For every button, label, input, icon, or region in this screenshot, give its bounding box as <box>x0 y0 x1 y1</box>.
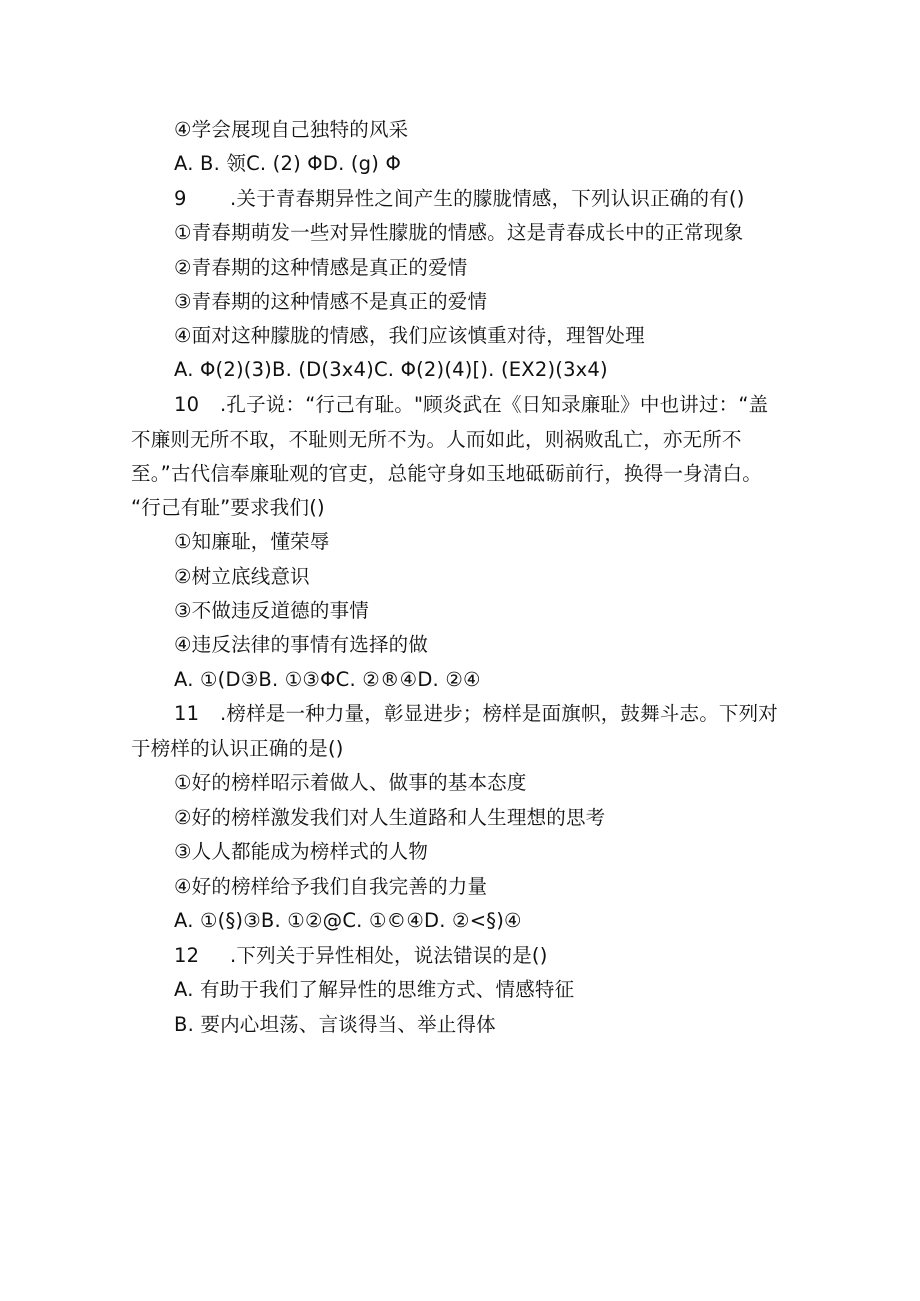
question-number: 9 <box>174 187 187 210</box>
option-line-3: ③人人都能成为榜样式的人物 <box>174 840 429 863</box>
question-text-continued: 至。”古代信奉廉耻观的官吏，总能守身如玉地砥砺前行，换得一身清白。 <box>131 462 762 485</box>
question-number: 12 <box>174 944 200 967</box>
option-line-1: ①青春期萌发一些对异性朦胧的情感。这是青春成长中的正常现象 <box>174 221 744 244</box>
answer-choices-q9: A. Φ(2)(3)B. (D(3ⅹ4)C. Φ(2)(4)[). (EX2)(3ⅹ4) <box>174 358 608 381</box>
question-11 <box>174 702 778 726</box>
option-line-2: ②青春期的这种情感是真正的爱情 <box>174 256 468 279</box>
option-line-3: ③青春期的这种情感不是真正的爱情 <box>174 290 488 313</box>
option-line-2: ②树立底线意识 <box>174 565 310 588</box>
option-line-2: ②好的榜样激发我们对人生道路和人生理想的思考 <box>174 806 606 829</box>
answer-option-a: A. 有助于我们了解异性的思维方式、情感特征 <box>174 978 575 1001</box>
option-line-4: ④违反法律的事情有选择的做 <box>174 633 429 656</box>
question-text: .下列关于异性相处，说法错误的是() <box>230 944 548 967</box>
answer-choices-q8: A. B. 领C. (2) ΦD. (g) Φ <box>174 152 402 175</box>
question-text: .关于青春期异性之间产生的朦胧情感，下列认识正确的有() <box>230 187 745 210</box>
option-line-1: ①知廉耻，懂荣辱 <box>174 530 330 553</box>
option-line-1: ①好的榜样昭示着做人、做事的基本态度 <box>174 771 527 794</box>
option-line-4: ④好的榜样给予我们自我完善的力量 <box>174 875 488 898</box>
answer-choices-q11: A. ①(§)③B. ①②@C. ①©④D. ②<§)④ <box>174 909 522 932</box>
question-text-continued: 于榜样的认识正确的是() <box>131 737 344 760</box>
option-line-4: ④学会展现自己独特的风采 <box>174 118 409 141</box>
question-text-continued: “行己有耻”要求我们() <box>131 496 325 519</box>
question-text-continued: 不廉则无所不取，不耻则无所不为。人而如此，则祸败乱亡，亦无所不 <box>131 428 742 451</box>
option-line-4: ④面对这种朦胧的情感，我们应该慎重对待，理智处理 <box>174 324 645 347</box>
option-line-3: ③不做违反道德的事情 <box>174 599 369 622</box>
question-9 <box>174 187 745 211</box>
question-10 <box>174 393 768 417</box>
answer-choices-q10: A. ①(D③B. ①③ΦC. ②®④D. ②④ <box>174 668 481 691</box>
question-number: 10 <box>174 393 200 416</box>
question-text: .榜样是一种力量，彰显进步；榜样是面旗帜，鼓舞斗志。下列对 <box>220 702 778 725</box>
question-text: .孔子说：“行己有耻。"顾炎武在《日知录廉耻》中也讲过：“盖 <box>220 393 769 416</box>
question-12 <box>174 944 548 968</box>
question-number: 11 <box>174 702 200 725</box>
answer-option-b: B. 要内心坦荡、言谈得当、举止得体 <box>174 1013 496 1036</box>
